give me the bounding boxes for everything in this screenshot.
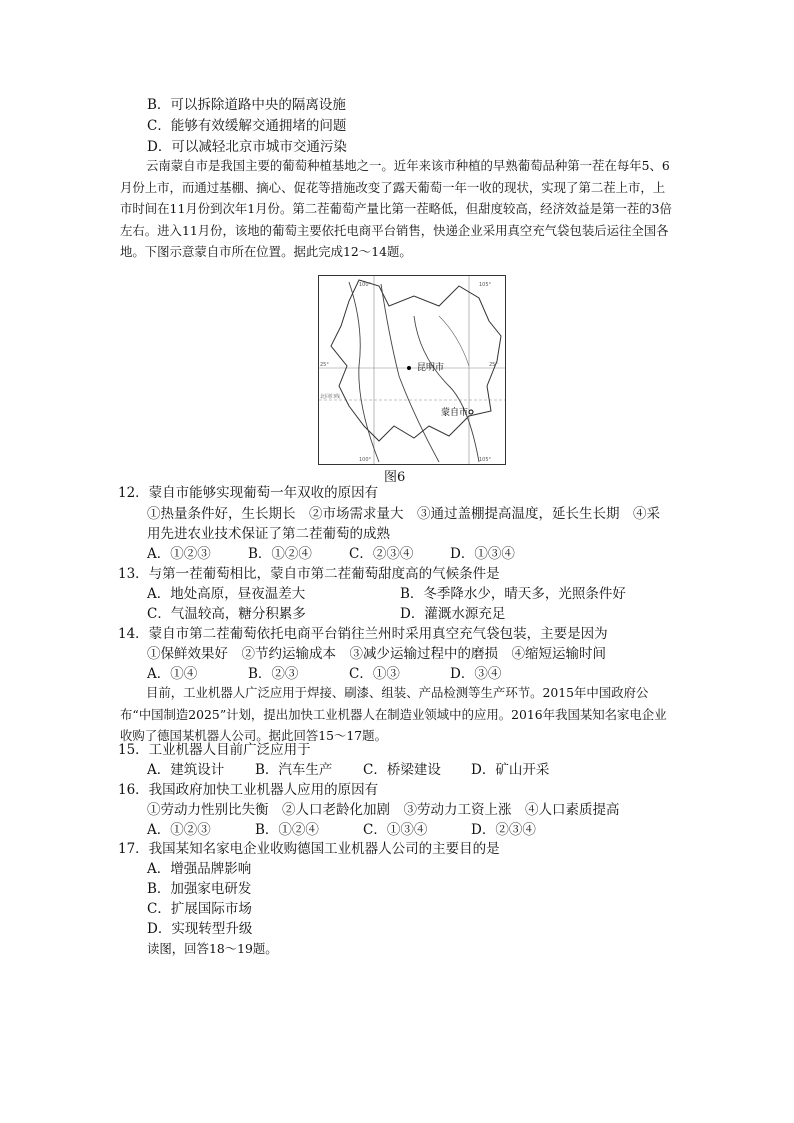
choice-c[interactable]: C．①③ [349, 666, 400, 682]
tropic-label: 北回归线 [320, 394, 341, 400]
choice-d[interactable]: D．①③④ [450, 546, 515, 562]
choice-d[interactable]: D．③④ [450, 666, 502, 682]
choice-c[interactable]: C．扩展国际市场 [147, 901, 252, 917]
q17-stem: 17．我国某知名家电企业收购德国工业机器人公司的主要目的是 [118, 841, 500, 857]
q12-choices [147, 545, 551, 563]
q13-stem: 13．与第一茬葡萄相比，蒙自市第二茬葡萄甜度高的气候条件是 [118, 566, 500, 582]
tick-label: 25° [489, 362, 498, 368]
q16-line1: ①劳动力性别比失衡 ②人口老龄化加剧 ③劳动力工资上涨 ④人口素质提高 [147, 802, 620, 818]
footer-instruction: 读图，回答18～19题。 [147, 941, 278, 956]
choice-c[interactable]: C．②③④ [349, 546, 414, 562]
q16-stem: 16．我国政府加快工业机器人应用的原因有 [118, 782, 379, 798]
choice-a[interactable]: A．建筑设计 [147, 762, 225, 778]
tick-label: 25° [320, 362, 329, 368]
q15-choices [147, 761, 549, 779]
q16-choices [147, 821, 536, 839]
choice-d[interactable]: D．②③④ [471, 822, 536, 838]
choice-d[interactable]: D．实现转型升级 [147, 921, 253, 937]
tick-label: 105° [479, 457, 492, 463]
choice-b[interactable]: B．汽车生产 [255, 762, 333, 778]
choice-c[interactable]: C．气温较高，糖分积累多 [147, 606, 306, 622]
city-kunming: 昆明市 [417, 363, 445, 373]
map-svg [319, 276, 505, 464]
option-c-prev: C．能够有效缓解交通拥堵的问题 [147, 118, 347, 134]
tick-label: 100° [359, 457, 372, 463]
choice-a[interactable]: A．①②③ [147, 822, 211, 838]
q12-line1: ①热量条件好，生长期长 ②市场需求量大 ③通过盖棚提高温度，延长生长期 ④采 [147, 506, 660, 522]
choice-b[interactable]: B．②③ [248, 666, 299, 682]
choice-d[interactable]: D．灌溉水源充足 [400, 606, 506, 622]
q15-stem: 15．工业机器人目前广泛应用于 [118, 742, 311, 758]
option-b-prev: B．可以拆除道路中央的隔离设施 [147, 97, 346, 113]
passage-grapes: 云南蒙自市是我国主要的葡萄种植基地之一。近年来该市种植的早熟葡萄品种第一茬在每年5、6月份上市，而通过基棚、摘心、促花等措施改变了露天葡萄一年一收的现状，实现了第二茬上市，上市时间在11月份到次年1月份。第二茬葡萄产量比第一茬略低，但甜度较高，经济效益是第一茬的3倍左右。进入11月份，该地的葡萄主要依托电商平台销售，快递企业采用真空充气袋包装后运往全国各地。下图示意蒙自市所在位置。据此完成12～14题。 [120, 158, 672, 259]
choice-d[interactable]: D．矿山开采 [471, 762, 550, 778]
choice-b[interactable]: B．加强家电研发 [147, 881, 252, 897]
passage-robots: 目前，工业机器人广泛应用于焊接、刷漆、组装、产品检测等生产环节。2015年中国政府公布“中国制造2025”计划，提出加快工业机器人在制造业领域中的应用。2016年我国某知名家电企业收购了德国某机器人公司。据此回答15～17题。 [120, 685, 667, 743]
q14-line1: ①保鲜效果好 ②节约运输成本 ③减少运输过程中的磨损 ④缩短运输时间 [147, 646, 606, 662]
option-d-prev: D．可以减轻北京市城市交通污染 [147, 139, 347, 155]
q12-line2: 用先进农业技术保证了第二茬葡萄的成熟 [147, 526, 390, 542]
q14-stem: 14．蒙自市第二茬葡萄依托电商平台销往兰州时采用真空充气袋包装，主要是因为 [118, 626, 608, 642]
choice-b[interactable]: B．冬季降水少，晴天多，光照条件好 [400, 586, 626, 602]
map-figure [318, 275, 506, 465]
choice-a[interactable]: A．①②③ [147, 546, 211, 562]
q12-stem: 12．蒙自市能够实现葡萄一年双收的原因有 [118, 485, 379, 501]
choice-a[interactable]: A．增强品牌影响 [147, 861, 252, 877]
q13-choices-row1 [147, 585, 626, 603]
figure-caption: 图6 [384, 470, 406, 485]
choice-c[interactable]: C．①③④ [363, 822, 428, 838]
city-mengzi: 蒙自市 [441, 408, 469, 418]
choice-b[interactable]: B．①②④ [248, 546, 312, 562]
choice-a[interactable]: A．①④ [147, 666, 198, 682]
choice-a[interactable]: A．地处高原，昼夜温差大 [147, 586, 306, 602]
q13-choices-row2 [147, 605, 505, 623]
choice-c[interactable]: C．桥梁建设 [363, 762, 441, 778]
choice-b[interactable]: B．①②④ [255, 822, 319, 838]
tick-label: 100° [359, 282, 372, 288]
q14-choices [147, 665, 551, 683]
tick-label: 105° [479, 282, 492, 288]
